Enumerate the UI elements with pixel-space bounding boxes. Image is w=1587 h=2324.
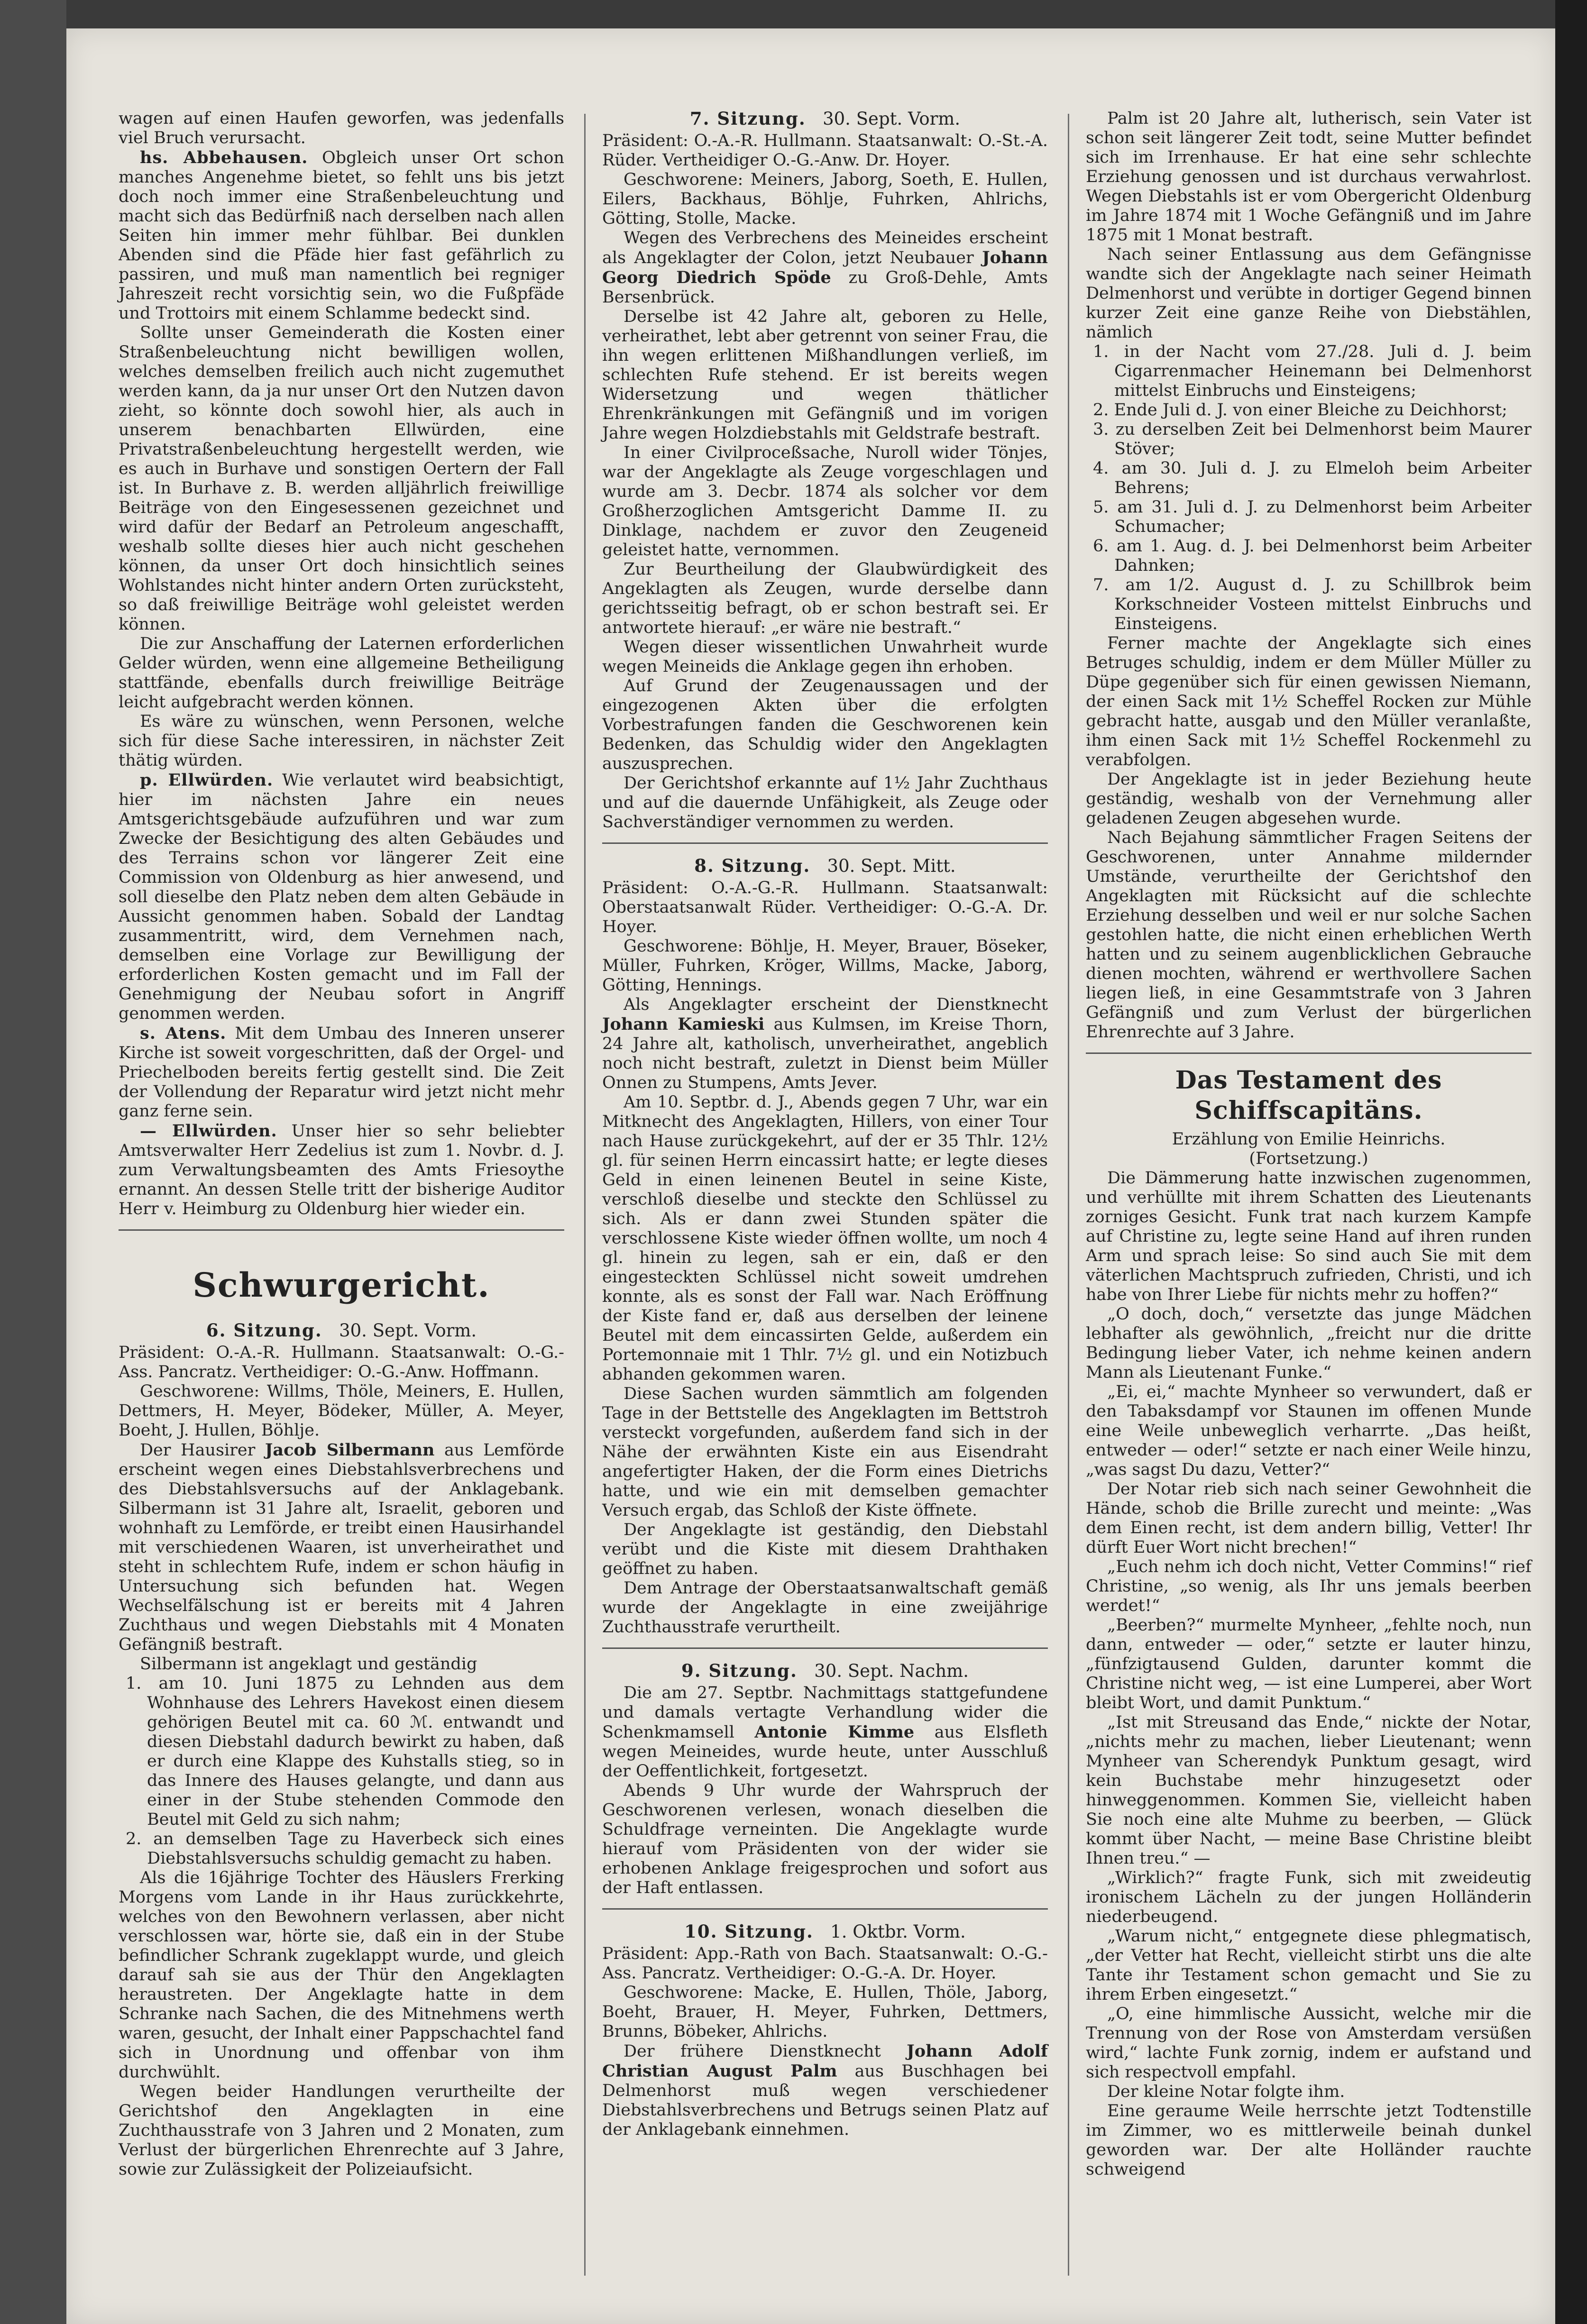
defendant-name: Jacob Silbermann	[265, 1440, 435, 1460]
scan-background-right	[1555, 0, 1587, 2324]
list-item: 2. Ende Juli d. J. von einer Bleiche zu Deichhorst;	[1093, 401, 1507, 420]
paragraph: Silbermann ist angeklagt und geständig	[140, 1655, 477, 1674]
story-title: Das Testament des Schiffscapitäns.	[1175, 1066, 1442, 1125]
session-date: 1. Oktbr. Vorm.	[830, 1921, 966, 1942]
defendant-name: Johann Georg Diedrich Spöde	[602, 248, 1048, 287]
list-item: 6. am 1. Aug. d. J. bei Delmenhorst beim Arbeiter Dahnken;	[1093, 537, 1532, 575]
paragraph: „Beerben?“ murmelte Mynheer, „fehlte noch, nun dann, entweder — oder,“ setzte er lauter hinzu, „fünfzigtausend Gulden, darunter kommt die Christine nicht weg, — ist eine Lumperei, aber Wort bleibt Wort, und damit Punktum.“	[1086, 1616, 1532, 1712]
court-members: Präsident: O.-A.-R. Hullmann. Staatsanwalt: O.-St.-A. Rüder. Vertheidiger O.-G.-Anw. Dr. Hoyer.	[602, 131, 1048, 170]
paragraph: Ferner machte der Angeklagte sich eines Betruges schuldig, indem er dem Müller Müller zu Düpe gegenüber sich für einen gewissen Niemann, der einen Sack mit 1½ Scheffel Rocken zur Mühle gebracht hatte, ausgab und den Müller veranlaßte, ihm einen Sack mit 1½ Scheffel Rockenmehl zu verabfolgen.	[1086, 634, 1532, 769]
text-run: aus Lemförde erscheint wegen eines Diebstahlsverbrechens und des Diebstahlsversuchs auf der Anklagebank. Silbermann ist 31 Jahre alt, Israelit, geboren und wohnhaft zu Lemförde, er treibt einen Hausirhandel mit verschiedenen Waaren, ist unverheirathet und steht in schlechtem Rufe, indem er schon häufig in Untersuchung sich befunden hat. Wegen Wechselfälschung ist er bereits mit 4 Jahren Zuchthaus und wegen Diebstahls mit 4 Monaten Gefängniß bestraft.	[119, 1441, 564, 1654]
defendant-name: Antonie Kimme	[754, 1722, 915, 1742]
paragraph: Der Angeklagte ist geständig, den Diebstahl verübt und die Kiste mit diesem Drahthaken geöffnet zu haben.	[602, 1520, 1048, 1578]
column-1	[119, 109, 564, 2179]
jury-list: Geschworene: Macke, E. Hullen, Thöle, Jaborg, Boeht, Brauer, H. Meyer, Fuhrken, Dettmers, Brunns, Böbeker, Ahlrichs.	[602, 1983, 1048, 2041]
column-3	[1086, 109, 1532, 2179]
text-run: Wegen des Verbrechens des Meineides erscheint als Angeklagter der Colon, jetzt Neubauer	[602, 229, 1048, 267]
paragraph: Es wäre zu wünschen, wenn Personen, welche sich für diese Sache interessiren, in nächster Zeit thätig würden.	[119, 712, 564, 770]
list-item: 3. zu derselben Zeit bei Delmenhorst beim Maurer Stöver;	[1093, 420, 1532, 458]
paragraph	[602, 2041, 1048, 2140]
court-members: Präsident: O.-A.-G.-R. Hullmann. Staatsanwalt: Oberstaatsanwalt Rüder. Vertheidiger: O.-G.-A. Dr. Hoyer.	[602, 878, 1048, 936]
session-heading	[602, 1661, 1048, 1681]
paragraph: In einer Civilproceßsache, Nuroll wider Tönjes, war der Angeklagte als Zeuge vorgeschlagen und wurde am 3. Decbr. 1874 als solcher vor dem Großherzoglichen Amtsgericht Damme II. zu Dinklage, nachdem er zuvor den Zeugeneid geleistet hatte, vernommen.	[602, 443, 1048, 559]
story-continuation: (Fortsetzung.)	[1249, 1149, 1368, 1168]
text-run: Die am 27. Septbr. Nachmittags stattgefundene und damals vertagte Verhandlung wider die Schenkmamsell	[602, 1684, 1048, 1742]
session-heading	[602, 1922, 1048, 1941]
paragraph: Die zur Anschaffung der Laternen erforderlichen Gelder würden, wenn eine allgemeine Betheiligung stattfände, ebenfalls durch freiwillige Beiträge leicht aufgebracht werden können.	[119, 634, 564, 712]
separator	[602, 842, 1048, 844]
session-date: 30. Sept. Mitt.	[827, 856, 956, 876]
paragraph: Der Gerichtshof erkannte auf 1½ Jahr Zuchthaus und auf die dauernde Unfähigkeit, als Zeuge oder Sachverständiger vernommen zu werden.	[602, 774, 1048, 832]
paragraph: Abends 9 Uhr wurde der Wahrspruch der Geschworenen verlesen, wonach dieselben die Schuldfrage verneinten. Die Angeklagte wurde hierauf vom Präsidenten von der wider sie erhobenen Anklage freigesprochen und sofort aus der Haft entlassen.	[602, 1781, 1048, 1897]
paragraph	[602, 229, 1048, 307]
paragraph: Am 10. Septbr. d. J., Abends gegen 7 Uhr, war ein Mitknecht des Angeklagten, Hillers, von einer Tour nach Hause zurückgekehrt, auf der er 35 Thlr. 12½ gl. für seinen Herrn eincassirt hatte; er legte dieses Geld in einen leinenen Beutel in seine Kiste, verschloß dieselbe und steckte den Schlüssel zu sich. Als er dann zwei Stunden später die verschlossene Kiste wieder öffnen wollte, um noch 4 gl. hinein zu legen, sah er ein, daß er den eingesteckten Schlüssel nicht soweit umdrehen konnte, als es sonst der Fall war. Nach Eröffnung der Kiste fand er, daß aus derselben der leinene Beutel mit dem eincassirten Gelde, außerdem ein Portemonnaie mit 1 Thlr. 7½ gl. und ein Notizbuch abhanden gekommen waren.	[602, 1093, 1048, 1384]
session-date: 30. Sept. Vorm.	[339, 1320, 477, 1341]
text-run: Der frühere Dienstknecht	[624, 2042, 881, 2061]
court-members: Präsident: O.-A.-R. Hullmann. Staatsanwalt: O.-G.-Ass. Pancratz. Vertheidiger: O.-G.-Anw. Hoffmann.	[119, 1343, 564, 1382]
paragraph: Diese Sachen wurden sämmtlich am folgenden Tage in der Bettstelle des Angeklagten im Bettstroh versteckt vorgefunden, außerdem fand sich in der Nähe der erwähnten Kiste ein aus Eisendraht angefertigter Haken, der die Form eines Dietrichs hatte, und wie ein mit demselben gemachter Versuch ergab, das Schloß der Kiste öffnete.	[602, 1384, 1048, 1520]
session-heading	[602, 856, 1048, 876]
paragraph: Palm ist 20 Jahre alt, lutherisch, sein Vater ist schon seit längerer Zeit todt, seine Mutter befindet sich im Irrenhause. Er hat eine sehr schlechte Erziehung genossen und ist durchaus verwahrlost. Wegen Diebstahls ist er vom Obergericht Oldenburg im Jahre 1874 mit 1 Woche Gefängniß und im Jahre 1875 mit 1 Monat bestraft.	[1086, 109, 1532, 245]
news-item-ellwuerden-2	[119, 1121, 564, 1219]
locality-label: p. Ellwürden.	[140, 770, 274, 790]
paragraph: Derselbe ist 42 Jahre alt, geboren zu Helle, verheirathet, lebt aber getrennt von seiner Frau, die ihn wegen erlittenen Mißhandlungen verließ, im schlechten Rufe stehend. Er ist bereits wegen Widersetzung und wegen thätlicher Ehrenkränkungen mit Gefängniß und im vorigen Jahre wegen Holzdiebstahls mit Geldstrafe bestraft.	[602, 307, 1048, 443]
defendant-name: Johann Kamieski	[602, 1015, 765, 1034]
paragraph: „O, eine himmlische Aussicht, welche mir die Trennung von der Rose von Amsterdam versüßen wird,“ lachte Funk zornig, indem er aufstand und sich respectvoll empfahl.	[1086, 2004, 1532, 2082]
paragraph: Zur Beurtheilung der Glaubwürdigkeit des Angeklagten als Zeugen, wurde derselbe dann gerichtsseitig befragt, ob er schon bestraft sei. Er antwortete hierauf: „er wäre nie bestraft.“	[602, 560, 1048, 637]
locality-label: hs. Abbehausen.	[140, 148, 308, 167]
paragraph	[119, 1440, 564, 1655]
separator	[119, 1229, 564, 1231]
text-run: aus Elsfleth wegen Meineides, wurde heute, unter Ausschluß der Oeffentlichkeit, fortgesetzt.	[602, 1723, 1048, 1781]
column-2	[602, 109, 1048, 2140]
list-item: 1. in der Nacht vom 27./28. Juli d. J. beim Cigarrenmacher Heinemann bei Delmenhorst mittelst Einbruchs und Einsteigens;	[1093, 342, 1532, 400]
news-item-atens	[119, 1024, 564, 1121]
paragraph: Nach seiner Entlassung aus dem Gefängnisse wandte sich der Angeklagte nach seiner Heimath Delmenhorst und verübte in dortiger Gegend binnen kurzer Zeit eine ganze Reihe von Diebstählen, nämlich	[1086, 245, 1532, 342]
news-text: Mit dem Umbau des Inneren unserer Kirche ist soweit vorgeschritten, daß der Orgel- und Priechelboden bereits fertig gestellt sind. Die Zeit der Vollendung der Reparatur wird jetzt nicht mehr ganz ferne sein.	[119, 1024, 564, 1121]
session-title: 10. Sitzung.	[684, 1921, 814, 1942]
locality-label: s. Atens.	[140, 1024, 227, 1043]
session-title: 9. Sitzung.	[681, 1660, 798, 1681]
jury-list: Geschworene: Meiners, Jaborg, Soeth, E. Hullen, Eilers, Backhaus, Böhlje, Fuhrken, Ahlrichs, Götting, Stolle, Macke.	[602, 170, 1048, 228]
paragraph: Sollte unser Gemeinderath die Kosten einer Straßenbeleuchtung nicht bewilligen wollen, welches demselben freilich auch nicht zugemuthet werden kann, da ja nur unser Ort den Nutzen davon zieht, so könnte doch sowohl hier, als auch in unserem benachbarten Ellwürden, eine Privatstraßenbeleuchtung hergestellt werden, wie es auch in Burhave und sonstigen Oertern der Fall ist. In Burhave z. B. werden alljährlich freiwillige Beiträge von den Eingesessenen gezeichnet und wird dafür der Bedarf an Petroleum angeschafft, weshalb sollte dieses hier auch nicht geschehen können, da unser Ort doch hinsichtlich seines Wohlstandes nicht hinter andern Orten zurücksteht, so daß freiwillige Beiträge wohl geleistet werden können.	[119, 323, 564, 634]
theft-list	[1086, 342, 1532, 634]
news-item-ellwuerden	[119, 770, 564, 1024]
paragraph	[602, 995, 1048, 1093]
paragraph	[602, 1684, 1048, 1781]
text-run: Als Angeklagter erscheint der Dienstknecht	[624, 995, 1048, 1014]
column-rule	[584, 114, 586, 2276]
list-item: 5. am 31. Juli d. J. zu Delmenhorst beim Arbeiter Schumacher;	[1093, 498, 1532, 536]
paragraph: Eine geraume Weile herrschte jetzt Todtenstille im Zimmer, wo es mittlerweile beinah dunkel geworden war. Der alte Holländer rauchte schweigend	[1086, 2102, 1532, 2179]
paragraph: „Ist mit Streusand das Ende,“ nickte der Notar, „nichts mehr zu machen, lieber Lieutenant; wenn Mynheer van Scherendyk Punktum gesagt, wird kein Buchstabe mehr hinzugesetzt oder hinweggenommen. Kommen Sie, vielleicht haben Sie noch eine alte Muhme zu beerben, — Glück kommt über Nacht, — meine Base Christine bleibt Ihnen treu.“ —	[1086, 1713, 1532, 1868]
paragraph: „Euch nehm ich doch nicht, Vetter Commins!“ rief Christine, „so wenig, als Ihr uns jemals beerben werdet!“	[1086, 1557, 1532, 1615]
paragraph: Der kleine Notar folgte ihm.	[1107, 2082, 1345, 2101]
session-heading	[602, 109, 1048, 128]
jury-list: Geschworene: Böhlje, H. Meyer, Brauer, Böseker, Müller, Fuhrken, Kröger, Willms, Macke, Jaborg, Götting, Hennings.	[602, 937, 1048, 995]
text-run: zu Groß-Dehle, Amts Bersenbrück.	[602, 268, 1048, 307]
paragraph: Als die 16jährige Tochter des Häuslers Frerking Morgens vom Lande in ihr Haus zurückkehrte, welches von den Bewohnern verlassen, aber nicht verschlossen war, hörte sie, daß ein in der Stube befindlicher Schrank zugeklappt wurde, und gleich darauf sah sie aus der Thür den Angeklagten heraustreten. Der Angeklagte hatte in dem Schranke nach Sachen, die des Mitnehmens werth waren, gesucht, der Inhalt einer Pappschachtel fand sich in Unordnung und offenbar von ihm durchwühlt.	[119, 1868, 564, 2082]
text-run: aus Kulmsen, im Kreise Thorn, 24 Jahre alt, katholisch, unverheirathet, angeblich noch nicht bestraft, zuletzt in Dienst beim Müller Onnen zu Stumpens, Amts Jever.	[602, 1015, 1048, 1092]
paragraph: Wegen dieser wissentlichen Unwahrheit wurde wegen Meineids die Anklage gegen ihn erhoben.	[602, 638, 1048, 676]
paragraph: „O doch, doch,“ versetzte das junge Mädchen lebhafter als gewöhnlich, „freicht nur die dritte Bedingung lieber Vater, ich nehme keinen andern Mann als Lieutenant Funke.“	[1086, 1305, 1532, 1382]
list-item: 7. am 1/2. August d. J. zu Schillbrok beim Korkschneider Vosteen mittelst Einbruchs und Einsteigens.	[1093, 576, 1532, 633]
news-text: Unser hier so sehr beliebter Amtsverwalter Herr Zedelius ist zum 1. Novbr. d. J. zum Verwaltungsbeamten des Amts Friesoythe ernannt. An dessen Stelle tritt der bisherige Auditor Herr v. Heimburg zu Oldenburg hier wieder ein.	[119, 1122, 564, 1218]
scan-background-left	[0, 0, 66, 2324]
text-run: aus Buschhagen bei Delmenhorst muß wegen verschiedener Diebstahlsverbrechens und Betrugs seinen Platz auf der Anklagebank einnehmen.	[602, 2062, 1048, 2139]
paragraph: „Ei, ei,“ machte Mynheer so verwundert, daß er den Tabaksdampf vor Staunen im offenen Munde eine Weile unbeweglich verharrte. „Das heißt, entweder — oder!“ setzte er nach einer Weile hinzu, „was sagst Du dazu, Vetter?“	[1086, 1382, 1532, 1479]
paragraph: „Warum nicht,“ entgegnete diese phlegmatisch, „der Vetter hat Recht, vielleicht stirbt uns die alte Tante ihr Testament schon gemacht und Sie zu ihrem Erben eingesetzt.“	[1086, 1927, 1532, 2004]
section-heading: Schwurgericht.	[193, 1265, 490, 1305]
paragraph: Die Dämmerung hatte inzwischen zugenommen, und verhüllte mit ihrem Schatten des Lieutenants zorniges Gesicht. Funk trat nach kurzem Kampfe auf Christine zu, legte seine Hand auf ihren runden Arm und sprach leise: So sind auch Sie mit dem väterlichen Machtspruch zufrieden, Christi, und ich habe von Ihrer Liebe für nichts mehr zu hoffen?“	[1086, 1169, 1532, 1304]
separator	[602, 1647, 1048, 1649]
paragraph: Auf Grund der Zeugenaussagen und der eingezogenen Akten über die erfolgten Vorbestrafungen fanden die Geschworenen kein Bedenken, das Schuldig wider den Angeklagten auszusprechen.	[602, 677, 1048, 773]
session-title: 6. Sitzung.	[206, 1320, 322, 1341]
list-item: 2. an demselben Tage zu Haverbeck sich eines Diebstahlsversuchs schuldig gemacht zu haben.	[126, 1830, 564, 1868]
locality-label: — Ellwürden.	[140, 1121, 277, 1141]
news-item-abbehausen	[119, 148, 564, 323]
separator	[1086, 1052, 1532, 1054]
paragraph: Der Notar rieb sich nach seiner Gewohnheit die Hände, schob die Brille zurecht und meinte: „Was dem Einen recht, ist dem andern billig, Vetter! Ihr dürft Euer Wort nicht brechen!“	[1086, 1480, 1532, 1557]
charge-list	[119, 1674, 564, 1868]
column-rule	[1068, 114, 1069, 2276]
court-members: Präsident: App.-Rath von Bach. Staatsanwalt: O.-G.-Ass. Pancratz. Vertheidiger: O.-G.-A. Dr. Hoyer.	[602, 1944, 1048, 1983]
news-text: Wie verlautet wird beabsichtigt, hier im nächsten Jahre ein neues Amtsgerichtsgebäude aufzuführen und war zum Zwecke der Besichtigung des alten Gebäudes und des Terrains schon vor längerer Zeit eine Commission von Oldenburg as hier anwesend, und soll dieselbe den Platz neben dem alten Gebäude in Aussicht genommen haben. Sobald der Landtag zusammentritt, wird, dem Vernehmen nach, demselben eine Vorlage zur Bewilligung der erforderlichen Kosten gemacht und im Fall der Genehmigung der Neubau sofort in Angriff genommen werden.	[119, 771, 564, 1023]
jury-list: Geschworene: Willms, Thöle, Meiners, E. Hullen, Dettmers, H. Meyer, Bödeker, Müller, A. Meyer, Boeht, J. Hullen, Böhlje.	[119, 1382, 564, 1440]
session-date: 30. Sept. Nachm.	[814, 1661, 969, 1681]
story-author: Erzählung von Emilie Heinrichs.	[1172, 1130, 1446, 1149]
paragraph: Dem Antrage der Oberstaatsanwaltschaft gemäß wurde der Angeklagte in eine zweijährige Zuchthausstrafe verurtheilt.	[602, 1579, 1048, 1637]
list-item: 1. am 10. Juni 1875 zu Lehnden aus dem Wohnhause des Lehrers Havekost einen diesem gehörigen Beutel mit ca. 60 ℳ. entwandt und diesen Diebstahl dadurch bewirkt zu haben, daß er durch eine Klappe des Kuhstalls stieg, so in das Innere des Hauses gelangte, und dann aus einer in der Stube stehenden Commode den Beutel mit Geld zu sich nahm;	[126, 1674, 564, 1829]
session-date: 30. Sept. Vorm.	[823, 109, 961, 129]
separator	[602, 1908, 1048, 1910]
defendant-name: Johann Adolf Christian August Palm	[602, 2041, 1048, 2081]
news-text: Obgleich unser Ort schon manches Angenehme bietet, so fehlt uns bis jetzt doch noch immer eine Straßenbeleuchtung und macht sich das Bedürfniß nach derselben nach allen Seiten hin immer mehr fühlbar. Bei dunklen Abenden sind die Pfäde hier fast gefährlich zu passiren, und muß man namentlich bei regniger Jahreszeit recht vorsichtig sein, wo die Fußpfäde und Trottoirs mit einem Schlamme bedeckt sind.	[119, 148, 564, 323]
session-title: 7. Sitzung.	[689, 108, 806, 129]
paragraph: Wegen beider Handlungen verurtheilte der Gerichtshof den Angeklagten in eine Zuchthausstrafe von 3 Jahren und 2 Monaten, zum Verlust der bürgerlichen Ehrenrechte auf 3 Jahre, sowie zur Zulässigkeit der Polizeiaufsicht.	[119, 2082, 564, 2179]
paragraph: „Wirklich?“ fragte Funk, sich mit zweideutig ironischem Lächeln zu der jungen Holländerin niederbeugend.	[1086, 1868, 1532, 1926]
list-item: 4. am 30. Juli d. J. zu Elmeloh beim Arbeiter Behrens;	[1093, 459, 1532, 497]
paragraph: wagen auf einen Haufen geworfen, was jedenfalls viel Bruch verursacht.	[119, 109, 564, 147]
paragraph: Nach Bejahung sämmtlicher Fragen Seitens der Geschworenen, unter Annahme mildernder Umstände, verurtheilte der Gerichtshof den Angeklagten mit Rücksicht auf die schlechte Erziehung desselben und weil er nur solche Sachen gestohlen hatte, die nicht einen erheblichen Werth hatten und zu seinem augenblicklichen Gebrauche dienen mochten, während er werthvollere Sachen liegen ließ, in eine Gesammtstrafe von 3 Jahren Gefängniß und zum Verlust der bürgerlichen Ehrenrechte auf 3 Jahre.	[1086, 828, 1532, 1042]
text-run: Der Hausirer	[140, 1441, 256, 1460]
session-heading	[119, 1321, 564, 1340]
paragraph: Der Angeklagte ist in jeder Beziehung heute geständig, weshalb von der Vernehmung aller geladenen Zeugen abgesehen wurde.	[1086, 770, 1532, 828]
session-title: 8. Sitzung.	[694, 855, 811, 876]
